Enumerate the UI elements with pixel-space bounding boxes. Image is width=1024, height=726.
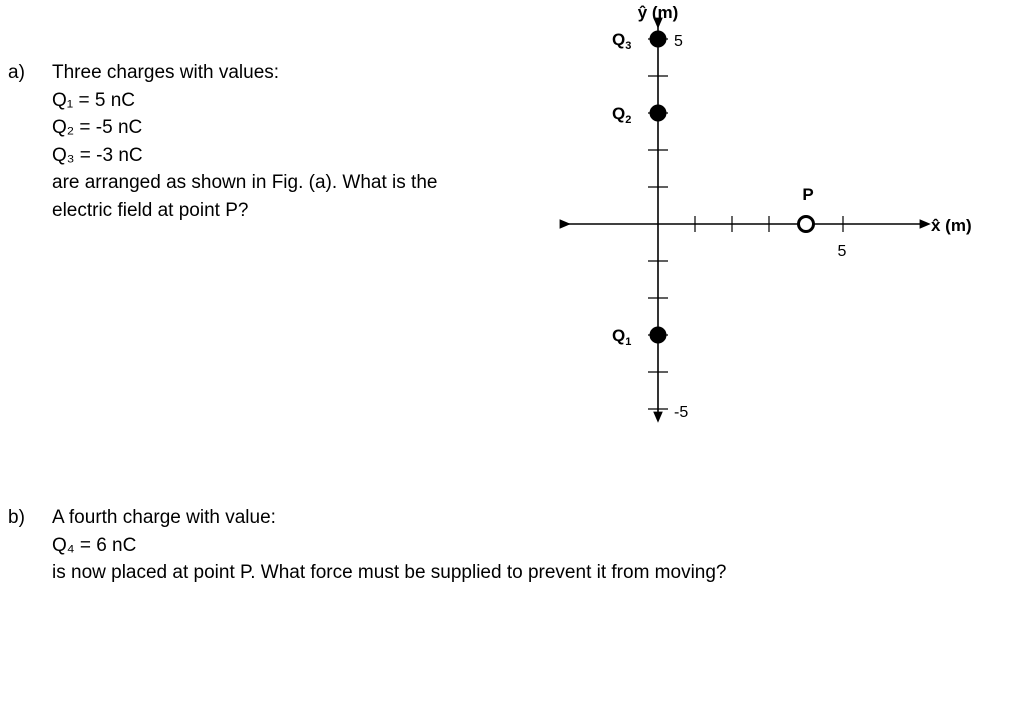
point-p-label: P [802,185,814,204]
charge-q2-label: $Q_2$ [612,104,632,126]
charge-q4-value: Q₄ = 6 nC [52,534,137,556]
charge-q1-dot [651,328,666,343]
figure-labels [612,3,972,421]
part-b-intro: A fourth charge with value: [52,507,276,528]
part-a-question-line2: electric field at point P? [52,199,249,221]
charge-q3-label: $Q_3$ [612,30,632,52]
part-a-question-line1: are arranged as shown in Fig. (a). What is the [52,172,438,193]
part-a-label: a) [8,62,25,83]
x-axis-label: x̂ (m) [931,216,972,235]
axes [566,24,926,418]
part-a-intro: Three charges with values: [52,62,280,83]
charge-q2-value: Q₂ = -5 nC [52,117,143,138]
charge-q2-dot [651,106,666,121]
charge-q1-label: $Q_1$ [612,326,632,348]
charge-q3-dot [651,32,666,47]
x-tick-label-5: 5 [837,243,847,260]
charge-q3-value: Q₃ = -3 nC [52,144,143,166]
y-axis-label: ŷ (m) [637,3,679,22]
charge-q1-value: Q₁ = 5 nC [52,89,135,111]
part-b-label: b) [8,507,25,528]
point-p-marker [799,217,814,232]
y-tick-label-neg5: -5 [674,404,689,421]
y-tick-label-5: 5 [674,33,683,50]
part-b-question: is now placed at point P. What force must be supplied to prevent it from moving? [52,562,727,583]
charge-marks [651,32,814,343]
